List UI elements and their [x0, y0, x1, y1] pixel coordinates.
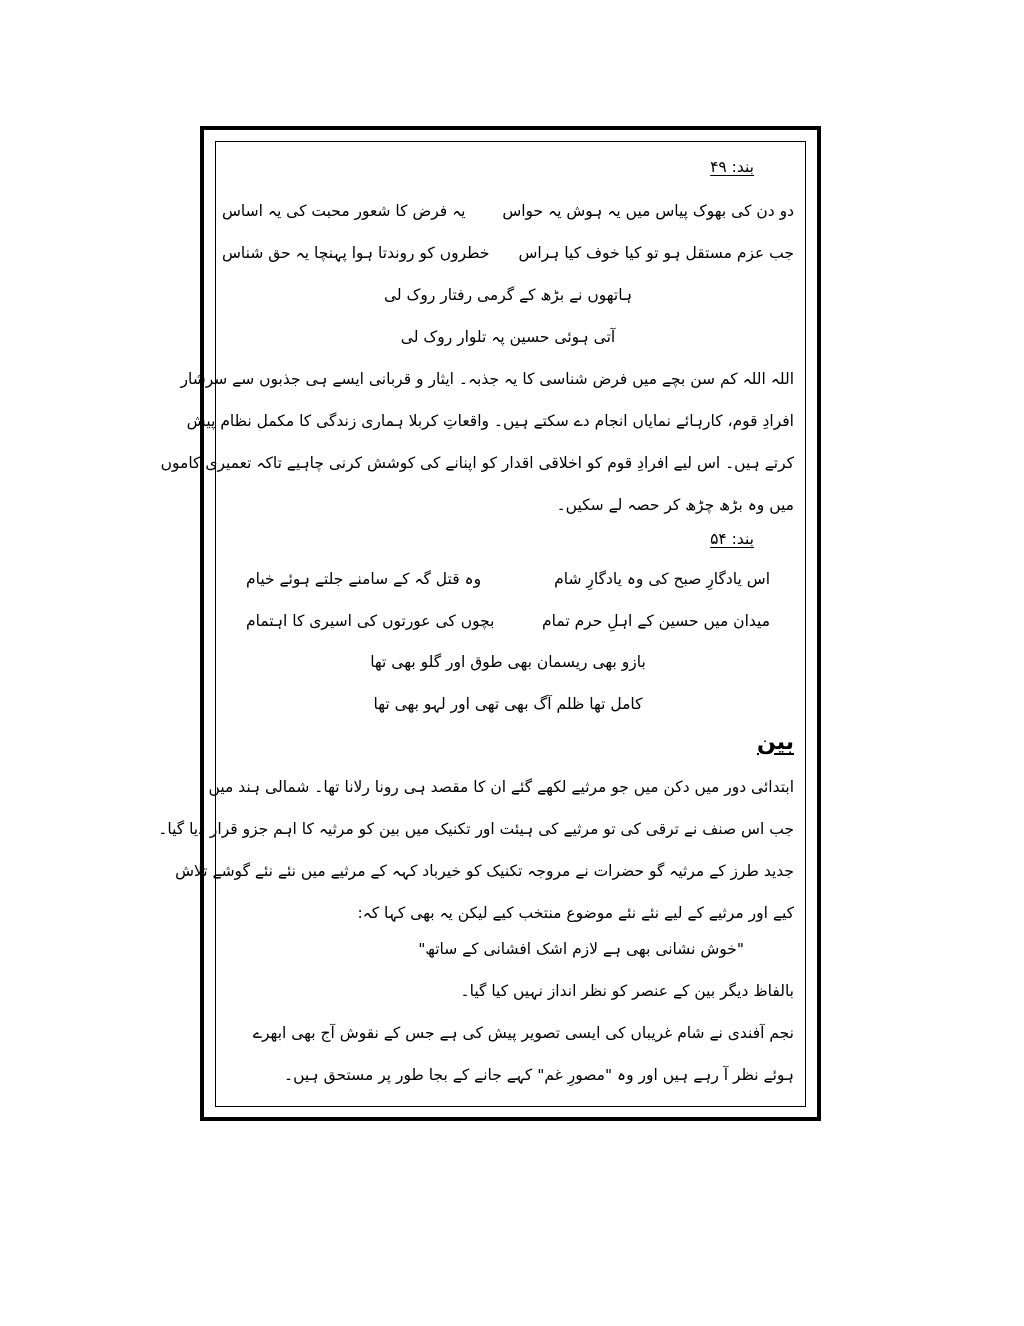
stanza-49-line-4: آتی ہوئی حسین پہ تلوار روک لی [400, 328, 616, 346]
stanza-49-couplet-2 [222, 244, 794, 262]
stanza-54-couplet-2-second: بچوں کی عورتوں کی اسیری کا اہتمام [246, 612, 495, 630]
stanza-49-couplet-1-first: دو دن کی بھوک پیاس میں یہ ہوش یہ حواس [502, 202, 794, 220]
stanza-49-couplet-1-second: یہ فرض کا شعور محبت کی یہ اساس [222, 202, 466, 220]
stanza-54-couplet-2 [222, 612, 794, 630]
paragraph-1-line-1: اللہ اللہ کم سن بچے میں فرض شناسی کا یہ جذبہ۔ ایثار و قربانی ایسے ہی جذبوں سے سرشار [180, 370, 794, 388]
paragraph-2-line-4: کیے اور مرثیے کے لیے نئے نئے موضوع منتخب کیے لیکن یہ بھی کہا کہ: [357, 904, 794, 922]
stanza-49-couplet-2-second: خطروں کو روندتا ہوا پہنچا یہ حق شناس [222, 244, 490, 262]
stanza-49-label: بند: ۴۹ [710, 158, 754, 176]
paragraph-3: بالفاظ دیگر بین کے عنصر کو نظر انداز نہیں کیا گیا۔ [460, 982, 794, 1000]
stanza-49-couplet-2-first: جب عزم مستقل ہو تو کیا خوف کیا ہراس [518, 244, 794, 262]
stanza-54-line-3: بازو بھی ریسمان بھی طوق اور گلو بھی تھا [370, 653, 646, 671]
paragraph-1-line-2: افرادِ قوم، کارہائے نمایاں انجام دے سکتے ہیں۔ واقعاتِ کربلا ہماری زندگی کا مکمل نظام پیش [186, 412, 794, 430]
section-heading-bain: بین [756, 730, 794, 755]
stanza-54-couplet-1-first: اس یادگارِ صبح کی وہ یادگارِ شام [554, 570, 770, 588]
paragraph-2-line-2: جب اس صنف نے ترقی کی تو مرثیے کی ہیئت اور تکنیک میں بین کو مرثیہ کا اہم جزو قرار دیا گیا۔ [158, 820, 794, 838]
stanza-54-couplet-2-first: میدان میں حسین کے اہلِ حرم تمام [542, 612, 770, 630]
paragraph-1-line-3: کرتے ہیں۔ اس لیے افرادِ قوم کو اخلاقی اقدار کو اپنانے کی کوشش کرنی چاہیے تاکہ تعمیری کاموں [160, 454, 794, 472]
stanza-54-couplet-1-second: وہ قتل گہ کے سامنے جلتے ہوئے خیام [246, 570, 482, 588]
paragraph-4-line-1: نجم آفندی نے شام غریباں کی ایسی تصویر پیش کی ہے جس کے نقوش آج بھی ابھرے [252, 1024, 794, 1042]
stanza-49-couplet-1 [222, 202, 794, 220]
paragraph-2-line-1: ابتدائی دور میں دکن میں جو مرثیے لکھے گئے ان کا مقصد ہی رونا رلانا تھا۔ شمالی ہند میں [208, 778, 794, 796]
stanza-54-label: بند: ۵۴ [710, 530, 754, 548]
paragraph-2-line-3: جدید طرز کے مرثیہ گو حضرات نے مروجہ تکنیک کو خیرباد کہہ کے مرثیے میں نئے نئے گوشے تلاش [175, 862, 794, 880]
stanza-54-couplet-1 [222, 570, 794, 588]
paragraph-1-line-4: میں وہ بڑھ چڑھ کر حصہ لے سکیں۔ [556, 496, 794, 514]
quoted-verse: "خوش نشانی بھی ہے لازم اشک افشانی کے ساتھ" [418, 940, 744, 958]
stanza-54-line-4: کامل تھا ظلم آگ بھی تھی اور لہو بھی تھا [373, 695, 643, 713]
paragraph-4-line-2: ہوئے نظر آ رہے ہیں اور وہ "مصورِ غم" کہے جانے کے بجا طور پر مستحق ہیں۔ [284, 1066, 794, 1084]
stanza-49-line-3: ہاتھوں نے بڑھ کے گرمی رفتار روک لی [383, 286, 633, 304]
